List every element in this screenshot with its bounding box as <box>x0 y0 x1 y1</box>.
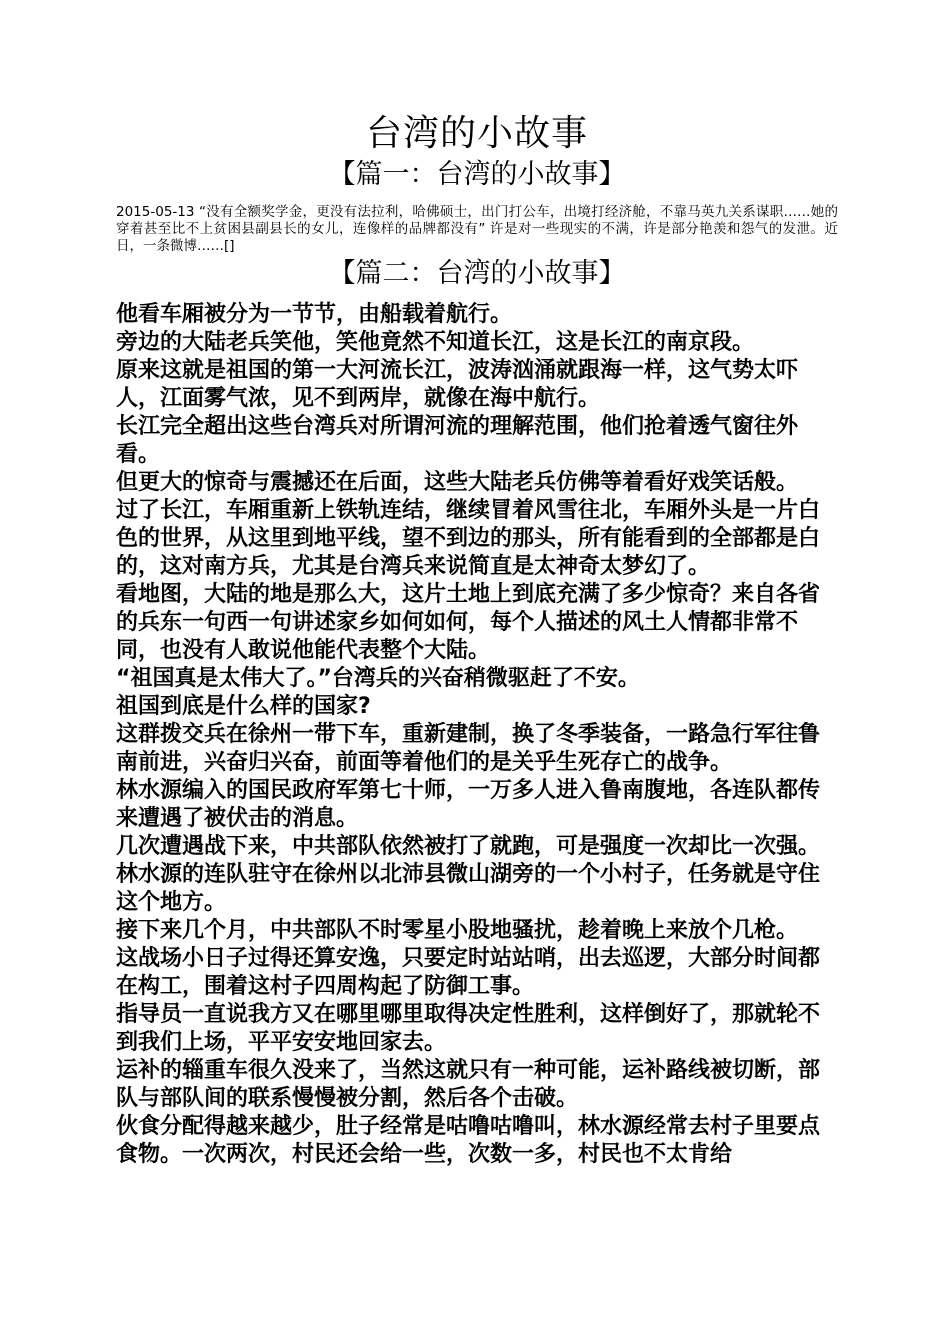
story-paragraph: 林水源编入的国民政府军第七十师，一万多人进入鲁南腹地，各连队都传来遭遇了被伏击的消息。 <box>116 778 821 831</box>
story-paragraph: 过了长江，车厢重新上铁轨连结，继续冒着风雪往北，车厢外头是一片白色的世界，从这里到地平线，望不到边的那头，所有能看到的全部都是白的，这对南方兵，尤其是台湾兵来说简直是太神奇太梦幻了。 <box>116 498 821 579</box>
section-heading-2: 【篇二：台湾的小故事】 <box>328 258 626 289</box>
story-paragraph: “祖国真是太伟大了。”台湾兵的兴奋稍微驱赶了不安。 <box>116 666 640 691</box>
story-paragraph: 这战场小日子过得还算安逸，只要定时站站哨，出去巡逻，大部分时间都在构工，围着这村子四周构起了防御工事。 <box>116 946 821 999</box>
story-paragraph: 他看车厢被分为一节节，由船载着航行。 <box>116 302 513 327</box>
section-heading-1: 【篇一：台湾的小故事】 <box>328 159 626 190</box>
story-paragraph: 伙食分配得越来越少，肚子经常是咕噜咕噜叫，林水源经常去村子里要点食物。一次两次，村民还会给一些，次数一多，村民也不太肯给 <box>116 1114 821 1167</box>
story-paragraph: 祖国到底是什么样的国家? <box>116 694 371 719</box>
document-title: 台湾的小故事 <box>365 113 588 154</box>
story-paragraph: 原来这就是祖国的第一大河流长江，波涛汹涌就跟海一样，这气势太吓人，江面雾气浓，见不到两岸，就像在海中航行。 <box>116 358 799 411</box>
story-paragraph: 旁边的大陆老兵笑他，笑他竟然不知道长江，这是长江的南京段。 <box>116 330 755 355</box>
intro-paragraph: 2015-05-13 “没有全额奖学金，更没有法拉利，哈佛硕士，出门打公车，出境打经济舱，不靠马英九关系谋职……她的穿着甚至比不上贫困县副县长的女儿，连像样的品牌都没有” 许是对一些现实的不满，许是部分艳羡和怨气的发泄。近日，一条微博……[] <box>116 204 838 254</box>
story-paragraph: 指导员一直说我方又在哪里哪里取得决定性胜利，这样倒好了，那就轮不到我们上场，平平安安地回家去。 <box>116 1002 821 1055</box>
story-paragraph: 接下来几个月，中共部队不时零星小股地骚扰，趁着晚上来放个几枪。 <box>116 918 799 943</box>
story-paragraph: 运补的辎重车很久没来了，当然这就只有一种可能，运补路线被切断，部队与部队间的联系慢慢被分割，然后各个击破。 <box>116 1058 821 1111</box>
story-paragraph: 林水源的连队驻守在徐州以北沛县微山湖旁的一个小村子，任务就是守住这个地方。 <box>116 862 821 915</box>
story-body <box>116 301 838 1169</box>
story-paragraph: 这群拨交兵在徐州一带下车，重新建制，换了冬季装备，一路急行军往鲁南前进，兴奋归兴奋，前面等着他们的是关乎生死存亡的战争。 <box>116 722 821 775</box>
story-paragraph: 几次遭遇战下来，中共部队依然被打了就跑，可是强度一次却比一次强。 <box>116 834 821 859</box>
story-paragraph: 长江完全超出这些台湾兵对所谓河流的理解范围，他们抢着透气窗往外看。 <box>116 414 799 467</box>
document-page <box>116 112 838 1169</box>
story-paragraph: 看地图，大陆的地是那么大，这片土地上到底充满了多少惊奇？来自各省的兵东一句西一句讲述家乡如何如何，每个人描述的风土人情都非常不同，也没有人敢说他能代表整个大陆。 <box>116 582 821 663</box>
story-paragraph: 但更大的惊奇与震撼还在后面，这些大陆老兵仿佛等着看好戏笑话般。 <box>116 470 799 495</box>
